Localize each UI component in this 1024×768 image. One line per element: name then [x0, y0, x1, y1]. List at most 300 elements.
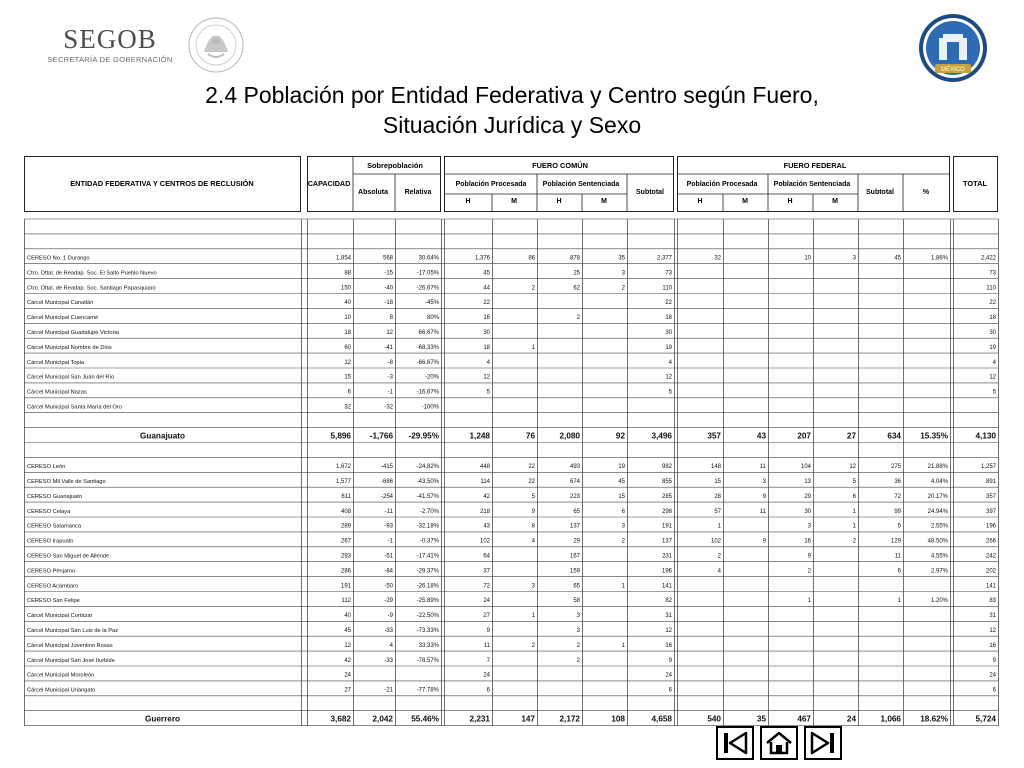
cell-value: 30	[804, 508, 811, 515]
segob-subtitle: SECRETARÍA DE GOBERNACIÓN	[47, 55, 173, 64]
row-label: Cárcel Municipal Cortázar	[27, 613, 93, 620]
cell-value: 540	[707, 714, 721, 724]
cell-value: 42	[483, 493, 490, 500]
cell-value: 9	[762, 538, 766, 545]
cell-value: 2	[807, 568, 811, 575]
cell-value: -2.70%	[419, 508, 439, 515]
cell-value: 141	[661, 583, 672, 590]
cell-value: 167	[569, 553, 580, 560]
cell-value: 18.62%	[920, 714, 948, 724]
cell-value: 2	[576, 657, 580, 664]
cell-value: 4	[992, 359, 996, 366]
table-row	[24, 405, 998, 413]
cell-value: 24	[989, 672, 996, 679]
cell-value: 12	[989, 374, 996, 381]
cell-value: 2	[621, 538, 625, 545]
cell-value: 20.17%	[927, 493, 948, 500]
cell-value: 102	[479, 538, 490, 545]
cell-value: -1	[387, 538, 393, 545]
cell-value: 148	[710, 464, 721, 471]
cell-value: 43	[483, 523, 490, 530]
cell-value: 9	[807, 553, 811, 560]
cell-value: -77.78%	[416, 687, 439, 694]
cell-value: 19	[989, 344, 996, 351]
cell-value: 147	[521, 714, 535, 724]
cell-value: 2.55%	[930, 523, 948, 530]
cell-value: 30.64%	[418, 255, 439, 262]
cell-value: -1	[387, 389, 393, 396]
cell-value: 9	[486, 628, 490, 634]
row-label: Cárcel Municipal Canatlán	[27, 300, 94, 307]
cell-value: 137	[661, 538, 672, 545]
cell-value: 2,377	[656, 255, 672, 262]
cell-value: 1,257	[980, 464, 996, 471]
table-header	[70, 161, 987, 205]
cell-value: 64	[483, 553, 490, 560]
cell-value: 4.55%	[930, 553, 948, 560]
header-fc-sent-h: H	[556, 198, 562, 205]
cell-value: 35	[618, 255, 625, 262]
cell-value: 2	[576, 642, 580, 649]
cell-value: 5,724	[975, 714, 996, 724]
cell-value: 15	[714, 479, 721, 485]
cell-value: -33	[384, 657, 393, 664]
table-row	[24, 390, 998, 398]
cell-value: 65	[573, 583, 580, 590]
population-table	[24, 156, 1002, 731]
row-label: Cárcel Municipal Nombre de Dios	[27, 344, 112, 351]
row-label: Guanajuato	[139, 431, 186, 441]
table-row	[24, 658, 998, 666]
row-label: CERESO San Felipe	[27, 598, 80, 605]
cell-value: 202	[985, 568, 996, 575]
cell-value: 2,231	[469, 714, 490, 724]
row-label: Guerrero	[144, 714, 181, 724]
state-summary-row	[24, 431, 998, 442]
cell-value: 88	[344, 270, 351, 277]
cell-value: -17.41%	[416, 553, 439, 560]
cell-value: -24.82%	[416, 464, 439, 471]
cell-value: 855	[661, 479, 672, 485]
table-row	[24, 524, 998, 532]
cell-value: -20%	[424, 374, 439, 381]
cell-value: 16	[665, 642, 672, 649]
cell-value: 43	[756, 431, 766, 441]
cell-value: 12	[665, 628, 672, 634]
cell-value: 275	[890, 464, 901, 471]
header-fuero-comun: FUERO COMÚN	[532, 161, 588, 170]
cell-value: -3	[387, 374, 393, 381]
row-label: CERESO Acámbaro	[27, 583, 79, 590]
cell-value: 1.86%	[930, 255, 948, 262]
cell-value: 29	[804, 493, 811, 500]
cell-value: 11	[894, 553, 901, 560]
cell-value: 29	[573, 538, 580, 545]
cell-value: -43.50%	[416, 479, 439, 485]
next-page-button[interactable]	[804, 726, 842, 760]
cell-value: -51	[384, 553, 393, 560]
cell-value: 45	[894, 255, 901, 262]
cell-value: 30	[989, 330, 996, 336]
cell-value: 3	[762, 479, 766, 485]
cell-value: -21	[384, 687, 393, 694]
header-ff-sentenciada: Población Sentenciada	[773, 181, 851, 188]
cell-value: 2	[531, 642, 535, 649]
row-label: Cárcel Municipal Santa María del Oro	[27, 404, 122, 411]
table-row	[24, 270, 998, 278]
cell-value: 31	[989, 613, 996, 620]
cell-value: 3,682	[330, 714, 351, 724]
cell-value: 3	[576, 613, 580, 620]
cell-value: 15	[618, 493, 625, 500]
cell-value: 62	[573, 285, 580, 292]
cell-value: 112	[341, 598, 351, 605]
cell-value: 9	[531, 508, 535, 515]
cell-value: 4	[486, 359, 490, 366]
cell-value: 12	[665, 374, 672, 381]
cell-value: 24	[483, 672, 490, 679]
cell-value: 878	[569, 255, 580, 262]
cell-value: 45	[344, 628, 351, 634]
cell-value: 108	[611, 714, 625, 724]
cell-value: -8	[387, 359, 393, 366]
cell-value: 16	[483, 315, 490, 322]
cell-value: 73	[989, 270, 996, 277]
institution-emblem-icon	[917, 12, 989, 84]
cell-value: 1,672	[335, 464, 351, 471]
cell-value: 13	[804, 479, 811, 485]
cell-value: 18	[344, 330, 351, 336]
cell-value: 24	[846, 714, 856, 724]
cell-value: 1,577	[335, 479, 351, 485]
cell-value: 15.35%	[920, 431, 948, 441]
cell-value: 5	[852, 479, 856, 485]
cell-value: 6	[852, 493, 856, 500]
cell-value: 5	[531, 493, 535, 500]
cell-value: 7	[486, 657, 490, 664]
cell-value: 22	[483, 300, 490, 307]
row-label: Cárcel Municipal San Luis de la Paz	[27, 628, 119, 634]
cell-value: 12	[849, 464, 856, 471]
cell-value: 611	[341, 493, 351, 500]
cell-value: -93	[384, 523, 393, 530]
cell-value: 1,854	[335, 255, 351, 262]
header-fc-sent-m: M	[601, 198, 607, 205]
header-relativa: Relativa	[404, 189, 432, 196]
cell-value: -29	[384, 598, 393, 605]
cell-value: 141	[985, 583, 996, 590]
cell-value: 32	[714, 255, 721, 262]
cell-value: 33.33%	[418, 642, 439, 649]
cell-value: 57	[714, 508, 721, 515]
cell-value: 137	[569, 523, 580, 530]
cell-value: 1	[717, 523, 721, 530]
cell-value: 28	[714, 493, 721, 500]
population-table-grid	[24, 156, 1002, 726]
cell-value: 22	[528, 464, 535, 471]
cell-value: 18	[989, 315, 996, 322]
cell-value: 40	[344, 300, 351, 307]
cell-value: 66.67%	[418, 330, 439, 336]
cell-value: 285	[661, 493, 672, 500]
cell-value: 3	[621, 523, 625, 530]
cell-value: 22	[528, 479, 535, 485]
cell-value: 27	[846, 431, 856, 441]
cell-value: 45	[483, 270, 490, 277]
cell-value: 1.20%	[930, 598, 948, 605]
cell-value: 60	[344, 344, 351, 351]
table-grid-lines	[25, 156, 999, 726]
cell-value: 82	[665, 598, 672, 605]
cell-value: 110	[986, 285, 996, 292]
header-ff-subtotal: Subtotal	[866, 189, 894, 196]
cell-value: 5	[486, 389, 490, 396]
cell-value: 8	[531, 523, 535, 530]
cell-value: 30	[483, 330, 490, 336]
cell-value: 1,066	[880, 714, 901, 724]
cell-value: 2	[852, 538, 856, 545]
cell-value: -15	[384, 270, 393, 277]
table-row	[24, 494, 998, 502]
cell-value: 2,080	[559, 431, 580, 441]
cell-value: 2	[717, 553, 721, 560]
cell-value: 18	[483, 344, 490, 351]
table-row	[24, 568, 998, 576]
cell-value: 286	[340, 568, 351, 575]
title-line-2: Situación Jurídica y Sexo	[382, 112, 642, 138]
cell-value: 448	[479, 464, 490, 471]
cell-value: 19	[665, 344, 672, 351]
cell-value: 72	[894, 493, 901, 500]
row-label: Cárcel Municipal Uriangato	[27, 687, 96, 694]
cell-value: 293	[340, 553, 351, 560]
cell-value: 2.97%	[930, 568, 948, 575]
cell-value: 634	[887, 431, 901, 441]
cell-value: 11	[759, 508, 766, 515]
cell-value: 6	[486, 687, 490, 694]
cell-value: 76	[525, 431, 535, 441]
cell-value: -29.95%	[408, 431, 439, 441]
cell-value: 493	[569, 464, 580, 471]
cell-value: 21.88%	[927, 464, 948, 471]
cell-value: 196	[661, 568, 672, 575]
table-row	[24, 285, 998, 293]
cell-value: -0.37%	[419, 538, 439, 545]
cell-value: 12	[386, 330, 393, 336]
cell-value: 42	[344, 657, 351, 664]
cell-value: 2,042	[372, 714, 393, 724]
cell-value: 22	[989, 300, 996, 307]
cell-value: -29.37%	[416, 568, 439, 575]
cell-value: -33	[384, 628, 393, 634]
cell-value: 3,496	[651, 431, 672, 441]
cell-value: 159	[569, 568, 580, 575]
cell-value: 110	[662, 285, 672, 292]
row-label: CERESO Irapuato	[27, 538, 74, 545]
cell-value: 36	[894, 479, 901, 485]
cell-value: 12	[989, 628, 996, 634]
cell-value: 27	[483, 613, 490, 620]
table-row	[24, 539, 998, 547]
cell-value: 24	[665, 672, 672, 679]
header-ff-proc-h: H	[697, 198, 703, 205]
cell-value: 6	[897, 568, 901, 575]
row-label: Cárcel Municipal Juventino Rosas	[27, 642, 113, 649]
cell-value: 99	[894, 508, 901, 515]
cell-value: 9	[992, 657, 996, 664]
table-row	[24, 464, 998, 472]
cell-value: -45%	[424, 300, 439, 307]
table-row	[24, 256, 998, 264]
cell-value: 83	[989, 598, 996, 605]
cell-value: -41	[384, 344, 393, 351]
header-ff-sent-m: M	[832, 198, 838, 205]
header-fc-proc-h: H	[465, 198, 471, 205]
cell-value: 2	[576, 315, 580, 322]
cell-value: 4	[668, 359, 672, 366]
cell-value: 357	[707, 431, 721, 441]
cell-value: 357	[985, 493, 996, 500]
header-ff-sent-h: H	[787, 198, 793, 205]
cell-value: 9	[762, 493, 766, 500]
table-row	[24, 583, 998, 591]
cell-value: -50	[384, 583, 393, 590]
segob-wordmark: SEGOB	[63, 24, 157, 54]
cell-value: 298	[661, 508, 672, 515]
cell-value: -32.18%	[416, 523, 439, 530]
row-label: CERESO León	[27, 464, 66, 471]
cell-value: 1	[852, 523, 856, 530]
table-row	[24, 554, 998, 562]
cell-value: 982	[661, 464, 672, 471]
table-row	[24, 315, 998, 323]
table-row	[24, 673, 998, 681]
header-fuero-federal: FUERO FEDERAL	[783, 161, 847, 170]
header-fc-procesada: Población Procesada	[455, 181, 527, 188]
table-row	[24, 613, 998, 621]
row-label: Cárcel Municipal Guadalupe Victoria	[27, 330, 119, 336]
cell-value: 4	[717, 568, 721, 575]
header-ff-pct: %	[922, 189, 930, 196]
row-label: Cárcel Municipal Nazas	[27, 389, 87, 396]
cell-value: 191	[661, 523, 672, 530]
cell-value: 16	[804, 538, 811, 545]
cell-value: -32	[384, 404, 393, 411]
cell-value: 6	[668, 687, 672, 694]
cell-value: 1	[897, 598, 901, 605]
cell-value: 223	[569, 493, 580, 500]
header-ff-proc-m: M	[742, 198, 748, 205]
cell-value: -18	[384, 300, 393, 307]
row-label: CERESO Pénjamo	[27, 568, 76, 575]
title-line-1: 2.4 Población por Entidad Federativa y Centro según Fuero,	[205, 82, 819, 108]
cell-value: -73.33%	[416, 628, 439, 634]
cell-value: -26.18%	[416, 583, 439, 590]
cell-value: 10	[344, 315, 351, 322]
cell-value: 18	[665, 315, 672, 322]
cell-value: 129	[890, 538, 901, 545]
table-row	[24, 330, 998, 338]
cell-value: 207	[797, 431, 811, 441]
cell-value: 196	[985, 523, 996, 530]
cell-value: -686	[380, 479, 393, 485]
cell-value: -25.89%	[416, 598, 439, 605]
cell-value: 1,248	[469, 431, 490, 441]
cell-value: 568	[382, 255, 393, 262]
cell-value: 104	[800, 464, 811, 471]
cell-value: 231	[661, 553, 672, 560]
cell-value: 1	[621, 583, 625, 590]
table-row	[24, 375, 998, 383]
cell-value: 891	[985, 479, 996, 485]
home-button[interactable]	[760, 726, 798, 760]
table-row	[24, 509, 998, 517]
cell-value: 44	[483, 285, 490, 292]
row-label: Cárcel Municipal San Juan del Río	[27, 374, 115, 381]
cell-value: -415	[380, 464, 393, 471]
cell-value: 40	[344, 613, 351, 620]
cell-value: 6	[621, 508, 625, 515]
cell-value: 6	[992, 687, 996, 694]
row-label: Cárcel Municipal Topia	[27, 359, 85, 366]
cell-value: 80%	[426, 315, 439, 322]
header-fc-sentenciada: Población Sentenciada	[542, 181, 620, 188]
cell-value: 55.46%	[411, 714, 439, 724]
emblem-caption: MÉXICO	[941, 67, 965, 73]
cell-value: 12	[483, 374, 490, 381]
header-capacidad: CAPACIDAD	[307, 179, 351, 188]
table-row	[24, 628, 998, 636]
cell-value: 5	[992, 389, 996, 396]
header-fc-proc-m: M	[511, 198, 517, 205]
cell-value: 19	[618, 464, 625, 471]
header-absoluta: Absoluta	[358, 189, 388, 196]
first-page-button[interactable]	[716, 726, 754, 760]
cell-value: 86	[528, 255, 535, 262]
cell-value: 397	[985, 508, 996, 515]
national-seal-icon	[180, 14, 252, 76]
cell-value: 4	[389, 642, 393, 649]
cell-value: 3	[621, 270, 625, 277]
cell-value: -26.67%	[416, 285, 439, 292]
cell-value: 5,896	[330, 431, 351, 441]
row-label: CERESO No. 1 Durango	[27, 255, 90, 262]
cell-value: 4,130	[975, 431, 996, 441]
cell-value: 674	[569, 479, 580, 485]
cell-value: 6	[347, 389, 351, 396]
row-label: Ctro. Dttal. de Readap. Soc. Santiago Papasquiaro	[27, 285, 156, 292]
row-label: Ctro. Dttal. de Readap. Soc. El Salto Pueblo Nuevo	[27, 270, 157, 277]
cell-value: -9	[387, 613, 393, 620]
cell-value: -84	[384, 568, 393, 575]
cell-value: -40	[384, 285, 393, 292]
cell-value: 30	[665, 330, 672, 336]
row-label: CERESO San Miguel de Allende	[27, 553, 110, 560]
cell-value: 408	[340, 508, 351, 515]
cell-value: 58	[573, 598, 580, 605]
cell-value: 467	[797, 714, 811, 724]
cell-value: 27	[344, 687, 351, 694]
header-entity: ENTIDAD FEDERATIVA Y CENTROS DE RECLUSIÓN	[70, 179, 254, 188]
cell-value: 289	[340, 523, 351, 530]
cell-value: 2	[531, 285, 535, 292]
header-total: TOTAL	[963, 179, 987, 188]
table-row	[24, 598, 998, 606]
table-row	[24, 479, 998, 487]
cell-value: 35	[756, 714, 766, 724]
cell-value: 11	[483, 642, 490, 649]
row-label: CERESO Salamanca	[27, 523, 82, 530]
